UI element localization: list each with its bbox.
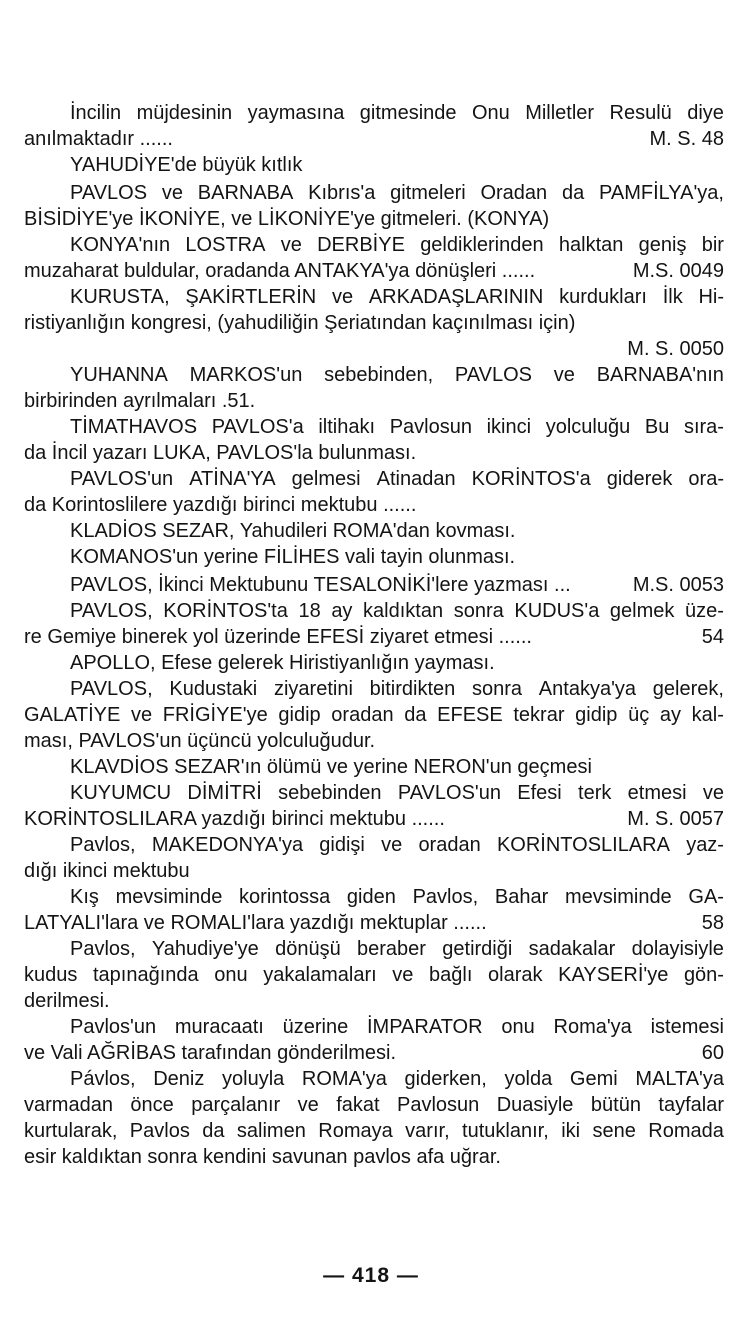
word: ARKADAŞLARININ bbox=[368, 286, 544, 308]
entry-7 bbox=[24, 362, 724, 414]
text-line bbox=[24, 572, 724, 598]
word: LOSTRA bbox=[185, 234, 266, 256]
word: sonra bbox=[472, 678, 523, 700]
word: ay bbox=[659, 704, 681, 726]
word: da bbox=[202, 1120, 225, 1142]
word: APOLLO, Efese gelerek Hiristiyanlığın yayması. bbox=[70, 652, 495, 674]
word: sebebinden, bbox=[324, 364, 434, 386]
word: Pavlos, bbox=[70, 834, 136, 856]
text-line bbox=[24, 728, 724, 754]
word: KORİNTOSLILARA yazdığı birinci mektubu ...... bbox=[24, 808, 445, 830]
word: üzerine bbox=[282, 1016, 349, 1038]
text-line bbox=[24, 832, 724, 858]
word: yaymasına bbox=[247, 102, 345, 124]
word: Pavlosun bbox=[397, 1094, 480, 1116]
word: ROMA'ya bbox=[301, 1068, 387, 1090]
word: gön- bbox=[683, 964, 724, 986]
entry-6 bbox=[24, 336, 724, 362]
word: Deniz bbox=[153, 1068, 205, 1090]
word: varır, bbox=[405, 1120, 450, 1142]
word: PAMFİLYA'ya, bbox=[599, 182, 724, 204]
word: sıra- bbox=[683, 416, 724, 438]
word: parçalanır bbox=[191, 1094, 281, 1116]
word: LATYALI'lara ve ROMALI'lara yazdığı mektuplar ...... bbox=[24, 912, 487, 934]
text-line bbox=[24, 1144, 724, 1170]
word: dönüşü bbox=[275, 938, 341, 960]
word: ve Vali AĞRİBAS tarafından gönderilmesi. bbox=[24, 1042, 397, 1064]
word: Duasiyle bbox=[496, 1094, 574, 1116]
entry-5 bbox=[24, 284, 724, 336]
margin-date-ref: M. S. 0057 bbox=[627, 808, 724, 830]
word: YAHUDİYE'de büyük kıtlık bbox=[70, 154, 303, 176]
page-number: — 418 — bbox=[323, 1264, 419, 1287]
text-line bbox=[24, 466, 724, 492]
text-line bbox=[24, 362, 724, 388]
word: ve bbox=[392, 964, 414, 986]
margin-date-ref: M.S. 0053 bbox=[632, 574, 724, 596]
word: gelmesi bbox=[291, 468, 361, 490]
word: KORİNTOSLILARA bbox=[496, 834, 670, 856]
text-line bbox=[24, 388, 724, 414]
word: gidip bbox=[278, 704, 321, 726]
margin-date-ref: M. S. 48 bbox=[649, 128, 724, 150]
word: Resulü bbox=[609, 102, 672, 124]
text-line bbox=[24, 152, 724, 178]
word: ay bbox=[331, 600, 353, 622]
margin-date-ref: 60 bbox=[701, 1042, 724, 1064]
word: olarak bbox=[488, 964, 543, 986]
word: Efesi bbox=[517, 782, 562, 804]
word: istemesi bbox=[650, 1016, 724, 1038]
word: KONYA'nın bbox=[70, 234, 171, 256]
word: Kıbrıs'a bbox=[308, 182, 376, 204]
text-line bbox=[24, 676, 724, 702]
word: PAVLOS, bbox=[70, 678, 153, 700]
word: dığı ikinci mektubu bbox=[24, 860, 190, 882]
text-line bbox=[24, 180, 724, 206]
word: mevsiminde bbox=[115, 886, 223, 908]
word: muzaharat buldular, oradanda ANTAKYA'ya dönüşleri ...... bbox=[24, 260, 536, 282]
word: ATİNA'YA bbox=[189, 468, 276, 490]
word: MAKEDONYA'ya bbox=[151, 834, 304, 856]
text-line bbox=[24, 962, 724, 988]
word: KLADİOS SEZAR, Yahudileri ROMA'dan kovması. bbox=[70, 520, 516, 542]
word: Pavlosun bbox=[389, 416, 472, 438]
word: dolayisiyle bbox=[631, 938, 724, 960]
text-line bbox=[24, 1118, 724, 1144]
word: bir bbox=[701, 234, 724, 256]
word: geldiklerinden bbox=[420, 234, 544, 256]
margin-date-ref: M.S. 0049 bbox=[632, 260, 724, 282]
word: gidip bbox=[575, 704, 618, 726]
word: MALTA'ya bbox=[635, 1068, 724, 1090]
entry-14 bbox=[24, 650, 724, 676]
text-line bbox=[24, 126, 724, 152]
word: FRİGİYE'ye bbox=[162, 704, 268, 726]
word: Pavlos bbox=[129, 1120, 190, 1142]
word: DERBİYE bbox=[317, 234, 405, 256]
word: ŞAKİRTLERİN bbox=[185, 286, 317, 308]
word: PAVLOS, bbox=[70, 600, 153, 622]
word: KUYUMCU bbox=[70, 782, 172, 804]
text-line bbox=[24, 1066, 724, 1092]
word: geniş bbox=[638, 234, 687, 256]
word: ristiyanlığın kongresi, (yahudiliğin Şeriatından kaçınılması için) bbox=[24, 312, 576, 334]
entry-10 bbox=[24, 518, 724, 544]
word: esir kaldıktan sonra kendini savunan pavlos afa uğrar. bbox=[24, 1146, 501, 1168]
word: PAVLOS bbox=[70, 182, 148, 204]
word: ve bbox=[297, 1094, 319, 1116]
word: da Korintoslilere yazdığı birinci mektubu ...... bbox=[24, 494, 417, 516]
word: muracaatı bbox=[174, 1016, 264, 1038]
text-line bbox=[24, 988, 724, 1014]
word: PAVLOS'a bbox=[211, 416, 304, 438]
text-line bbox=[24, 624, 724, 650]
text-line bbox=[24, 258, 724, 284]
word: İlk bbox=[662, 286, 683, 308]
word: kaldıktan bbox=[363, 600, 444, 622]
word: salimen bbox=[236, 1120, 306, 1142]
word: ve bbox=[130, 704, 153, 726]
text-line bbox=[24, 232, 724, 258]
text-line bbox=[24, 414, 724, 440]
text-line bbox=[24, 806, 724, 832]
word: diye bbox=[687, 102, 724, 124]
word: gitmesinde bbox=[359, 102, 457, 124]
text-line bbox=[24, 598, 724, 624]
word: MARKOS'un bbox=[189, 364, 303, 386]
word: gelerek, bbox=[652, 678, 724, 700]
word: PAVLOS bbox=[454, 364, 532, 386]
word: kudus bbox=[24, 964, 78, 986]
text-line bbox=[24, 336, 724, 362]
word: Atinadan bbox=[376, 468, 456, 490]
word: Yahudiye'ye bbox=[151, 938, 259, 960]
word: KAYSERİ'ye bbox=[558, 964, 669, 986]
word: BARNABA bbox=[197, 182, 294, 204]
text-line bbox=[24, 1014, 724, 1040]
text-line bbox=[24, 206, 724, 232]
word: sene bbox=[592, 1120, 636, 1142]
text-line bbox=[24, 492, 724, 518]
text-line bbox=[24, 754, 724, 780]
word: sebebinden bbox=[278, 782, 382, 804]
word: ora- bbox=[688, 468, 724, 490]
word: giderken, bbox=[404, 1068, 487, 1090]
word: getirdiği bbox=[442, 938, 513, 960]
word: oradan bbox=[331, 704, 394, 726]
text-line bbox=[24, 858, 724, 884]
entry-19 bbox=[24, 884, 724, 936]
text-line bbox=[24, 518, 724, 544]
word: Gemi bbox=[569, 1068, 618, 1090]
word: tapınağında bbox=[93, 964, 199, 986]
word: tayfalar bbox=[658, 1094, 724, 1116]
word: da bbox=[561, 182, 585, 204]
word: KORİNTOS'a bbox=[471, 468, 591, 490]
word: DİMİTRİ bbox=[187, 782, 262, 804]
text-line bbox=[24, 284, 724, 310]
word: BARNABA'nın bbox=[596, 364, 724, 386]
word: üze- bbox=[685, 600, 724, 622]
word: EFESE bbox=[437, 704, 503, 726]
word: yolda bbox=[504, 1068, 553, 1090]
word: giderek bbox=[606, 468, 673, 490]
text-line bbox=[24, 936, 724, 962]
word: gitmeleri bbox=[390, 182, 466, 204]
text-line bbox=[24, 1092, 724, 1118]
word: GALATİYE bbox=[24, 704, 121, 726]
word: üç bbox=[628, 704, 650, 726]
word: iltihakı bbox=[318, 416, 376, 438]
word: Pavlos, bbox=[70, 938, 136, 960]
word: tutuklanır, bbox=[462, 1120, 549, 1142]
text-line bbox=[24, 1040, 724, 1066]
word: etmesi bbox=[627, 782, 687, 804]
word: Roma'ya bbox=[553, 1016, 632, 1038]
entry-9 bbox=[24, 466, 724, 518]
word: ve bbox=[331, 286, 354, 308]
entry-2 bbox=[24, 152, 724, 178]
entry-17 bbox=[24, 780, 724, 832]
word: KORİNTOS'ta bbox=[163, 600, 288, 622]
entry-11 bbox=[24, 544, 724, 570]
entry-21 bbox=[24, 1014, 724, 1066]
word: derilmesi. bbox=[24, 990, 110, 1012]
word: sonra bbox=[453, 600, 504, 622]
word: kurdukları bbox=[559, 286, 647, 308]
word: gelmek bbox=[609, 600, 675, 622]
word: Onu bbox=[471, 102, 510, 124]
entry-1 bbox=[24, 100, 724, 152]
entry-22 bbox=[24, 1066, 724, 1170]
word: re Gemiye binerek yol üzerinde EFESİ ziyaret etmesi ...... bbox=[24, 626, 532, 648]
margin-date-ref: 58 bbox=[701, 912, 724, 934]
word: PAVLOS, İkinci Mektubunu TESALONİKİ'lere yazması ... bbox=[70, 574, 571, 596]
text-line bbox=[24, 702, 724, 728]
word: GA- bbox=[688, 886, 724, 908]
word: ve bbox=[161, 182, 183, 204]
entry-4 bbox=[24, 232, 724, 284]
word: birbirinden ayrılmaları .51. bbox=[24, 390, 256, 412]
word: Bu bbox=[644, 416, 670, 438]
word: onu bbox=[501, 1016, 535, 1038]
text-line bbox=[24, 100, 724, 126]
text-line bbox=[24, 910, 724, 936]
word: ve bbox=[280, 234, 302, 256]
word: ikinci bbox=[486, 416, 532, 438]
entry-20 bbox=[24, 936, 724, 1014]
word: beraber bbox=[357, 938, 426, 960]
word: 18 bbox=[298, 600, 321, 622]
word: oradan bbox=[418, 834, 481, 856]
word: KURUSTA, bbox=[70, 286, 170, 308]
word: KUDUS'a bbox=[514, 600, 600, 622]
word: tekrar bbox=[513, 704, 565, 726]
margin-date-ref: 54 bbox=[701, 626, 724, 648]
word: kurtularak, bbox=[24, 1120, 118, 1142]
word: Pávlos, bbox=[70, 1068, 136, 1090]
word: da İncil yazarı LUKA, PAVLOS'la bulunması. bbox=[24, 442, 417, 464]
word: müjdesinin bbox=[136, 102, 233, 124]
entry-15 bbox=[24, 676, 724, 754]
word: fakat bbox=[336, 1094, 380, 1116]
word: ziyaretini bbox=[273, 678, 353, 700]
word: kal- bbox=[691, 704, 724, 726]
word: TİMATHAVOS bbox=[70, 416, 198, 438]
word: PAVLOS'un bbox=[70, 468, 174, 490]
word: Hi- bbox=[698, 286, 724, 308]
word: ve bbox=[381, 834, 403, 856]
word: bağlı bbox=[429, 964, 473, 986]
text-line bbox=[24, 310, 724, 336]
word: Oradan bbox=[480, 182, 548, 204]
entry-16 bbox=[24, 754, 724, 780]
text-line bbox=[24, 650, 724, 676]
word: ve bbox=[702, 782, 724, 804]
entry-18 bbox=[24, 832, 724, 884]
word: KLAVDİOS SEZAR'ın ölümü ve yerine NERON'un geçmesi bbox=[70, 756, 592, 778]
word: yolculuğu bbox=[545, 416, 631, 438]
word: yaz- bbox=[686, 834, 724, 856]
word: İMPARATOR bbox=[366, 1016, 483, 1038]
word: halktan bbox=[558, 234, 624, 256]
word: anılmaktadır ...... bbox=[24, 128, 173, 150]
word: gidişi bbox=[319, 834, 365, 856]
word: KOMANOS'un yerine FİLİHES vali tayin olunması. bbox=[70, 546, 516, 568]
word: Romaya bbox=[318, 1120, 393, 1142]
word: YUHANNA bbox=[70, 364, 168, 386]
word: mevsiminde bbox=[564, 886, 672, 908]
text-line bbox=[24, 780, 724, 806]
word: ması, PAVLOS'un üçüncü yolculuğudur. bbox=[24, 730, 376, 752]
entry-13 bbox=[24, 598, 724, 650]
word: bütün bbox=[590, 1094, 641, 1116]
word: Pavlos, bbox=[412, 886, 479, 908]
word: da bbox=[404, 704, 427, 726]
margin-date-ref: M. S. 0050 bbox=[627, 338, 724, 360]
word: bitirdikten bbox=[369, 678, 456, 700]
entry-12 bbox=[24, 572, 724, 598]
word: varmadan bbox=[24, 1094, 113, 1116]
text-line bbox=[24, 884, 724, 910]
word: Kış bbox=[70, 886, 99, 908]
word: sadakalar bbox=[528, 938, 616, 960]
word: Pavlos'un bbox=[70, 1016, 157, 1038]
text-line bbox=[24, 440, 724, 466]
word: yakalamaları bbox=[263, 964, 377, 986]
word: onu bbox=[214, 964, 248, 986]
word: Antakya'ya bbox=[538, 678, 637, 700]
word: Milletler bbox=[525, 102, 595, 124]
word: korintossa bbox=[239, 886, 331, 908]
word: yoluyla bbox=[222, 1068, 285, 1090]
word: PAVLOS'un bbox=[397, 782, 501, 804]
word: önce bbox=[130, 1094, 174, 1116]
word: BİSİDİYE'ye İKONİYE, ve LİKONİYE'ye gitmeleri. (KONYA) bbox=[24, 208, 550, 230]
word: Romada bbox=[648, 1120, 724, 1142]
word: ve bbox=[553, 364, 575, 386]
word: Bahar bbox=[494, 886, 549, 908]
text-line bbox=[24, 544, 724, 570]
word: terk bbox=[578, 782, 612, 804]
word: iki bbox=[561, 1120, 581, 1142]
entry-8 bbox=[24, 414, 724, 466]
word: İncilin bbox=[70, 102, 122, 124]
word: giden bbox=[346, 886, 396, 908]
entry-3 bbox=[24, 180, 724, 232]
word: Kudustaki bbox=[169, 678, 258, 700]
